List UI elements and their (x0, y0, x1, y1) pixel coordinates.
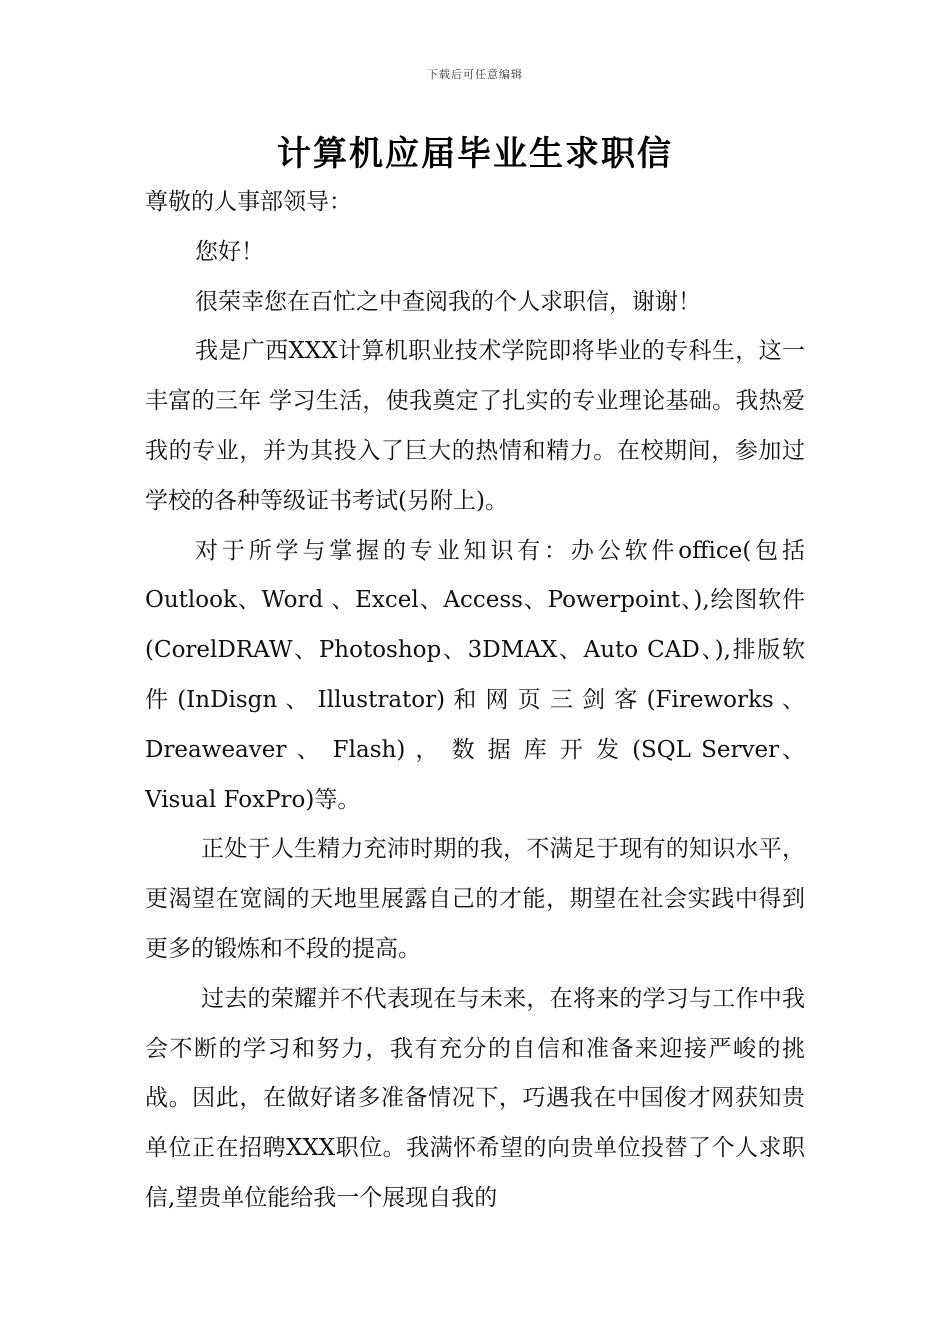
greeting: 您好！ (195, 238, 264, 265)
letter-body (145, 178, 805, 1224)
letter-title: 计算机应届毕业生求职信 (277, 134, 673, 174)
paragraph-ambition: 正处于人生精力充沛时期的我，不满足于现有的知识水平，更渴望在宽阔的天地里展露自己的才能，期望在社会实践中得到更多的锻炼和不段的提高。 (145, 836, 805, 962)
paragraph-thanks: 很荣幸您在百忙之中查阅我的个人求职信，谢谢！ (195, 288, 701, 315)
salutation: 尊敬的人事部领导： (145, 189, 352, 215)
paragraph-application: 过去的荣耀并不代表现在与未来，在将来的学习与工作中我会不断的学习和努力，我有充分的自信和准备来迎接严峻的挑战。因此，在做好诸多准备情况下，巧遇我在中国俊才网获知贵单位正在招聘XXX职位。我满怀希望的向贵单位投替了个人求职信,望贵单位能给我一个展现自我的 (145, 985, 805, 1211)
paragraph-skills: 对于所学与掌握的专业知识有：办公软件office(包括Outlook、Word 、Excel、Access、Powerpoint、),绘图软件(CorelDRAW、Photoshop、3DMAX、Auto CAD、),排版软件 (InDisgn 、 Illustrator) 和 网 页 三 剑 客 (Fireworks 、 Dreaweaver 、 Flash) ， 数 据 库 开 发 (SQL Server、 Visual FoxPro)等。 (145, 537, 805, 813)
paragraph-background: 我是广西XXX计算机职业技术学院即将毕业的专科生，这一丰富的三年 学习生活，使我奠定了扎实的专业理论基础。我热爱我的专业，并为其投入了巨大的热情和精力。在校期间，参加过学校的各种等级证书考试(另附上)。 (145, 338, 805, 514)
header-note: 下载后可任意编辑 (427, 68, 523, 81)
